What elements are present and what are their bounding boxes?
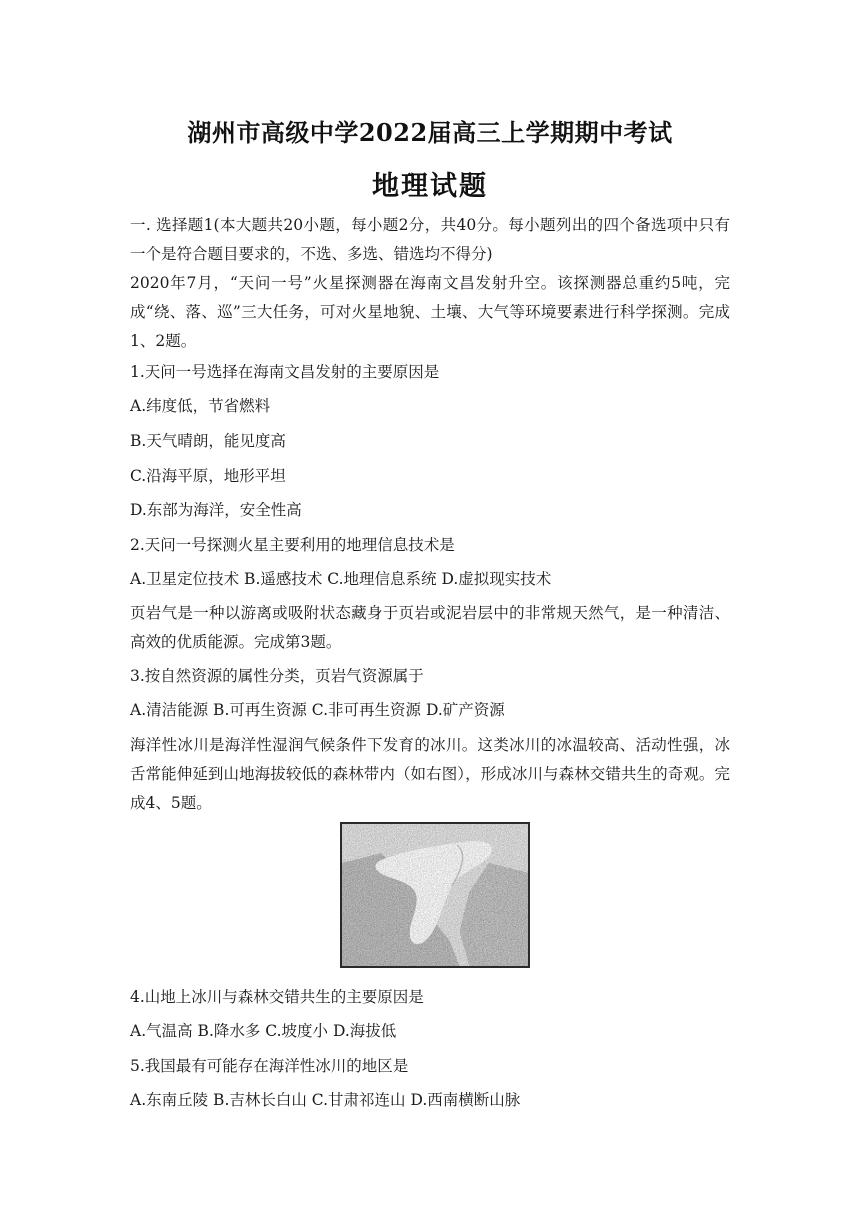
question-1-option-c: C.沿海平原，地形平坦	[130, 467, 286, 485]
question-1-stem: 1.天问一号选择在海南文昌发射的主要原因是	[130, 363, 440, 381]
question-5-options: A.东南丘陵 B.吉林长白山 C.甘肃祁连山 D.西南横断山脉	[130, 1091, 521, 1109]
question-5-stem: 5.我国最有可能存在海洋性冰川的地区是	[130, 1057, 409, 1075]
passage-glacier: 海洋性冰川是海洋性湿润气候条件下发育的冰川。这类冰川的冰温较高、活动性强，冰舌常能伸延到山地海拔较低的森林带内（如右图），形成冰川与森林交错共生的奇观。完成4、5题。	[130, 736, 730, 812]
question-4-options: A.气温高 B.降水多 C.坡度小 D.海拔低	[130, 1022, 397, 1040]
question-1-option-d: D.东部为海洋，安全性高	[130, 501, 302, 519]
passage-mars-probe: 2020年7月，“天问一号”火星探测器在海南文昌发射升空。该探测器总重约5吨，完成“绕、落、巡”三大任务，可对火星地貌、土壤、大气等环境要素进行科学探测。完成1、2题。	[130, 274, 730, 350]
question-3-stem: 3.按自然资源的属性分类，页岩气资源属于	[130, 667, 424, 685]
exam-title: 湖州市高级中学2022届高三上学期期中考试	[187, 118, 673, 147]
question-1-option-a: A.纬度低，节省燃料	[130, 397, 271, 415]
question-1-option-b: B.天气晴朗，能见度高	[130, 432, 286, 450]
question-2-options: A.卫星定位技术 B.遥感技术 C.地理信息系统 D.虚拟现实技术	[130, 570, 552, 588]
glacier-forest-photo	[340, 822, 530, 968]
question-3-options: A.清洁能源 B.可再生资源 C.非可再生资源 D.矿产资源	[130, 701, 505, 719]
question-2-stem: 2.天问一号探测火星主要利用的地理信息技术是	[130, 536, 455, 554]
exam-subtitle: 地理试题	[372, 171, 488, 202]
section-instruction: 一. 选择题1(本大题共20小题，每小题2分，共40分。每小题列出的四个备选项中只有一个是符合题目要求的，不选、多选、错选均不得分)	[130, 216, 730, 263]
question-4-stem: 4.山地上冰川与森林交错共生的主要原因是	[130, 988, 424, 1006]
passage-shale-gas: 页岩气是一种以游离或吸附状态藏身于页岩或泥岩层中的非常规天然气，是一种清洁、高效的优质能源。完成第3题。	[130, 604, 730, 651]
